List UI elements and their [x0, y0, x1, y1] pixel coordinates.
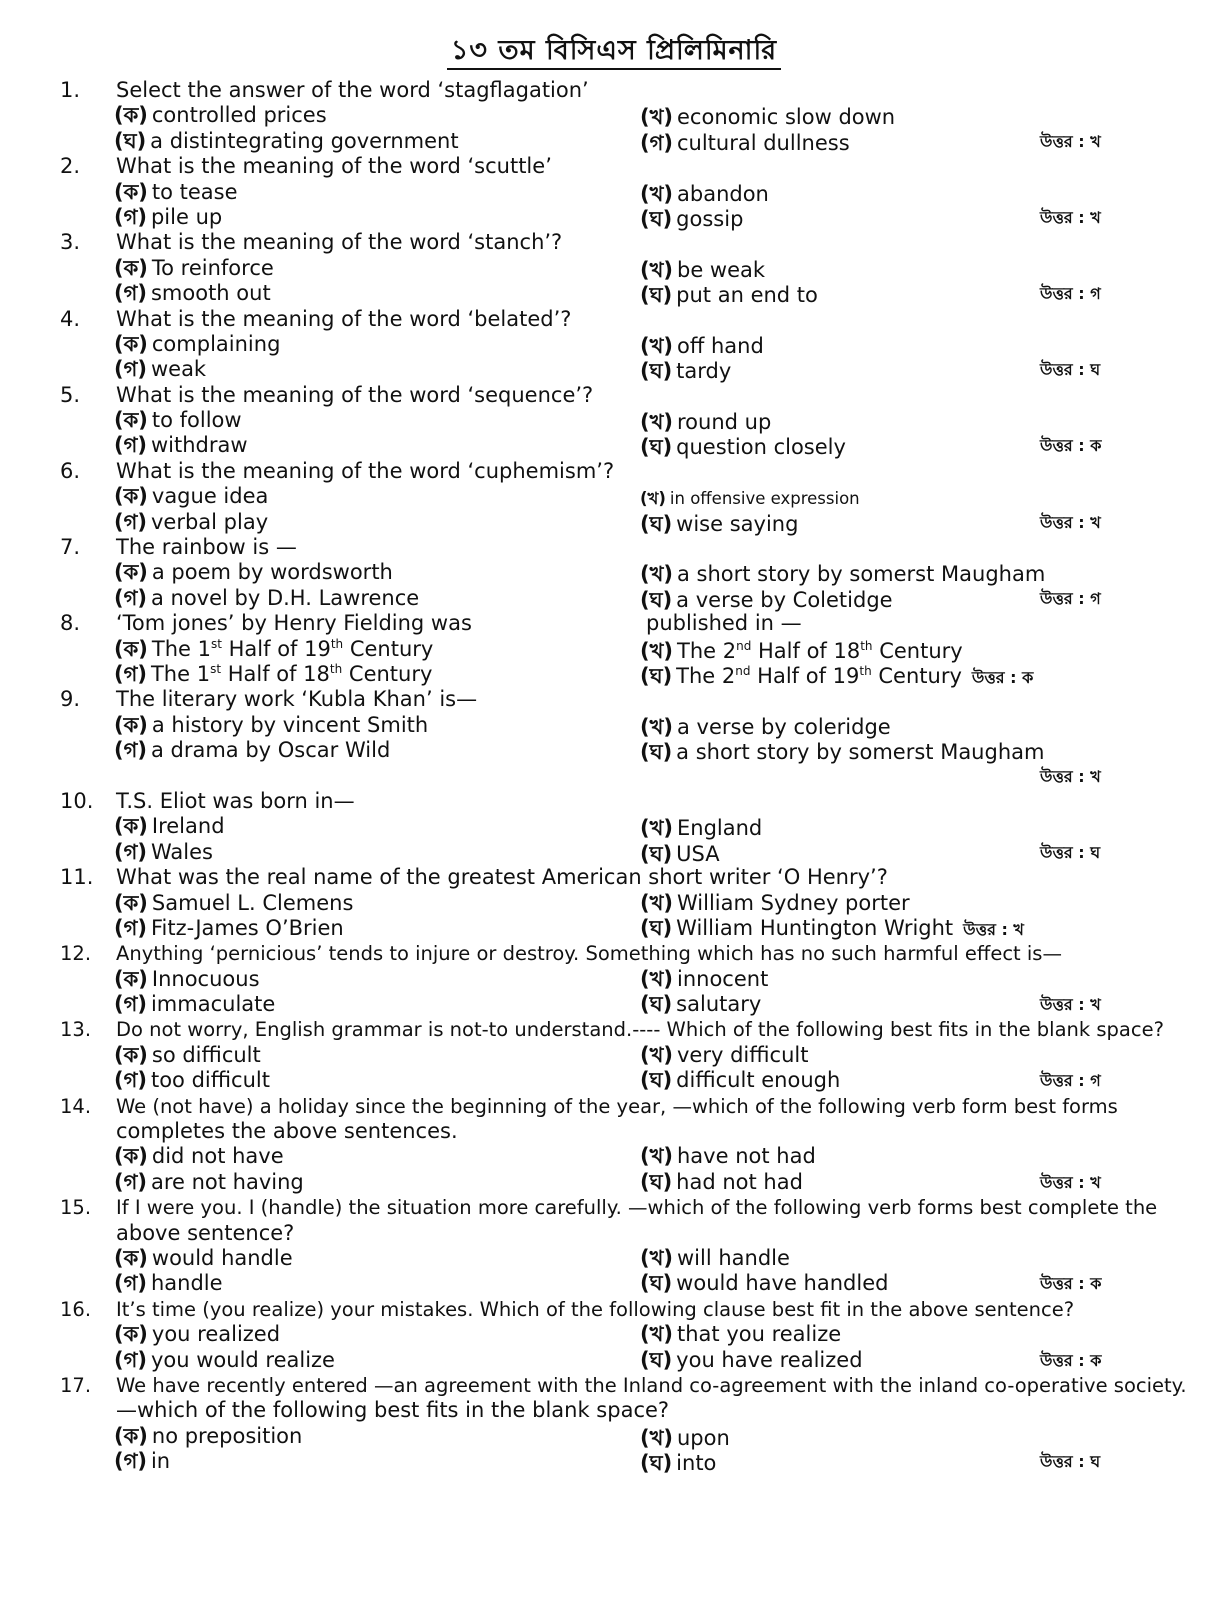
option-left-1: (ক) so difficult — [114, 1042, 261, 1067]
option-left-2: (গ) handle — [114, 1271, 223, 1296]
question-1 — [60, 78, 1180, 154]
question-3 — [60, 230, 1180, 306]
question-10 — [60, 789, 1180, 865]
option-left-2: (গ) verbal play — [114, 509, 269, 534]
option-right-1: (খ) be weak — [640, 257, 766, 282]
question-8 — [60, 611, 1180, 687]
option-left-2: (গ) a drama by Oscar Wild — [114, 738, 391, 763]
option-right-2: (ঘ) you have realized — [640, 1347, 863, 1372]
question-text: T.S. Eliot was born in— — [116, 788, 355, 813]
option-right-1: (খ) a verse by coleridge — [640, 714, 891, 739]
option-right-2: (ঘ) wise saying — [640, 511, 799, 536]
option-left-2: (গ) are not having — [114, 1169, 304, 1194]
option-right-1: (খ) that you realize — [640, 1322, 842, 1347]
option-right-2: (ঘ) The 2nd Half of 19th Century উত্তর : ক — [640, 663, 1034, 688]
option-right-2: (ঘ) USA — [640, 841, 720, 866]
option-left-1: (ক) a history by vincent Smith — [114, 712, 429, 737]
answer: উত্তর : খ — [1040, 995, 1101, 1015]
option-right-1: (খ) abandon — [640, 181, 769, 206]
question-text: What is the meaning of the word ‘sequence’? — [116, 382, 594, 407]
option-left-1: (ক) no preposition — [114, 1423, 303, 1448]
option-left-1: (ক) Ireland — [114, 814, 225, 839]
question-number: 5. — [60, 382, 81, 407]
question-text: What is the meaning of the word ‘scuttle’ — [116, 154, 552, 179]
question-number: 4. — [60, 306, 81, 331]
question-number: 16. — [60, 1297, 92, 1321]
option-left-2: (গ) smooth out — [114, 281, 271, 306]
question-number: 1. — [60, 78, 81, 102]
question-text: Do not worry, English grammar is not-to understand.---- Which of the following best fits in the blank space? — [116, 1018, 1164, 1042]
question-number: 9. — [60, 687, 81, 712]
option-left-1: (ক) did not have — [114, 1144, 284, 1169]
option-right-2: (ঘ) into — [640, 1451, 717, 1476]
question-9 — [60, 687, 1180, 789]
answer: উত্তর : ক — [1040, 1274, 1102, 1294]
question-14 — [60, 1094, 1180, 1196]
option-left-2: (গ) you would realize — [114, 1347, 335, 1372]
option-right-1: (খ) off hand — [640, 333, 764, 358]
option-left-2: (গ) too difficult — [114, 1068, 270, 1093]
question-number: 12. — [60, 942, 92, 966]
question-text: What is the meaning of the word ‘cuphemism’? — [116, 458, 615, 483]
question-text-line-2: completes the above sentences. — [116, 1119, 458, 1144]
question-text-continued: published in — — [646, 611, 802, 636]
question-5 — [60, 383, 1180, 459]
question-13 — [60, 1017, 1180, 1093]
option-left-1: (ক) To reinforce — [114, 255, 274, 280]
question-text: We (not have) a holiday since the beginning of the year, —which of the following verb form best forms — [116, 1094, 1118, 1118]
option-right-2: (গ) cultural dullness — [640, 130, 850, 155]
question-17 — [60, 1373, 1187, 1476]
option-left-1: (ক) complaining — [114, 331, 281, 356]
option-right-2: (ঘ) tardy — [640, 359, 732, 384]
question-11 — [60, 865, 1180, 941]
question-number: 13. — [60, 1018, 92, 1042]
option-right-1: (খ) economic slow down — [640, 105, 896, 130]
answer: উত্তর : গ — [1040, 1071, 1101, 1091]
option-right-2: (ঘ) put an end to — [640, 283, 818, 308]
option-left-1: (ক) to follow — [114, 408, 242, 433]
answer: উত্তর : খ — [963, 919, 1024, 939]
question-number: 17. — [60, 1373, 92, 1397]
answer: উত্তর : গ — [1040, 284, 1101, 304]
option-right-2: (ঘ) a verse by Coletidge — [640, 587, 893, 612]
question-text: The literary work ‘Kubla Khan’ is— — [116, 687, 478, 712]
question-2 — [60, 154, 1180, 230]
question-text: Anything ‘pernicious’ tends to injure or destroy. Something which has no such harmful effect is— — [116, 942, 1062, 966]
option-left-2: (গ) The 1st Half of 18th Century — [114, 661, 433, 686]
option-left-1: (ক) Samuel L. Clemens — [114, 890, 354, 915]
question-number: 15. — [60, 1196, 92, 1220]
option-right-1: (খ) innocent — [640, 966, 769, 991]
option-right-1: (খ) upon — [640, 1425, 730, 1450]
answer: উত্তর : ক — [971, 667, 1034, 687]
question-4 — [60, 307, 1180, 383]
option-right-2: (ঘ) difficult enough — [640, 1068, 841, 1093]
option-left-2: (গ) Wales — [114, 839, 213, 864]
answer: উত্তর : খ — [1040, 766, 1101, 786]
option-left-1: (ক) you realized — [114, 1322, 281, 1347]
answer: উত্তর : খ — [1040, 1172, 1101, 1192]
option-left-2: (ঘ) a distintegrating government — [114, 128, 459, 153]
question-text: The rainbow is — — [116, 535, 297, 560]
option-left-2: (গ) a novel by D.H. Lawrence — [114, 585, 420, 610]
option-left-1: (ক) to tease — [114, 179, 238, 204]
option-right-1: (খ) very difficult — [640, 1042, 809, 1067]
option-left-2: (গ) immaculate — [114, 992, 276, 1017]
question-7 — [60, 535, 1180, 611]
question-text: What was the real name of the greatest American short writer ‘O Henry’? — [116, 865, 888, 890]
option-right-1: (খ) will handle — [640, 1245, 790, 1270]
answer: উত্তর : খ — [1040, 512, 1101, 532]
option-right-2: (ঘ) salutary — [640, 992, 762, 1017]
option-right-1: (খ) round up — [640, 410, 772, 435]
answer: উত্তর : ঘ — [1040, 842, 1101, 862]
option-right-1: (খ) a short story by somerst Maugham — [640, 562, 1046, 587]
option-right-1: (খ) The 2nd Half of 18th Century — [640, 638, 963, 663]
question-number: 8. — [60, 611, 81, 636]
answer: উত্তর : ঘ — [1040, 360, 1101, 380]
option-right-2: (ঘ) gossip — [640, 206, 744, 231]
question-text-line-2: —which of the following best fits in the blank space? — [116, 1398, 670, 1423]
option-right-1: (খ) have not had — [640, 1144, 816, 1169]
answer: উত্তর : ঘ — [1040, 1452, 1101, 1472]
answer: উত্তর : খ — [1040, 131, 1101, 151]
page-title: ১৩ তম বিসিএস প্রিলিমিনারি — [0, 30, 1228, 75]
option-left-1: (ক) Innocuous — [114, 966, 260, 991]
option-left-1: (ক) The 1st Half of 19th Century — [114, 636, 434, 661]
option-right-1: (খ) William Sydney porter — [640, 890, 910, 915]
question-list — [60, 78, 1187, 1476]
question-text: If I were you. I (handle) the situation more carefully. —which of the following verb forms best complete the — [116, 1196, 1158, 1220]
option-left-2: (গ) weak — [114, 357, 207, 382]
option-left-1: (ক) controlled prices — [114, 103, 327, 128]
question-text: What is the meaning of the word ‘stanch’? — [116, 230, 563, 255]
option-left-1: (ক) vague idea — [114, 484, 269, 509]
question-text-line-2: above sentence? — [116, 1220, 295, 1245]
option-right-1: (খ) in offensive expression — [640, 489, 860, 509]
question-6 — [60, 459, 1180, 535]
option-right-2: (ঘ) William Huntington Wright উত্তর : খ — [640, 915, 1024, 940]
question-number: 2. — [60, 154, 81, 179]
answer: উত্তর : গ — [1040, 588, 1101, 608]
option-right-2: (ঘ) a short story by somerst Maugham — [640, 740, 1045, 765]
option-right-2: (ঘ) would have handled — [640, 1271, 889, 1296]
question-number: 6. — [60, 458, 81, 483]
question-text: It’s time (you realize) your mistakes. Which of the following clause best fit in the above sentence? — [116, 1297, 1075, 1321]
option-right-2: (ঘ) had not had — [640, 1169, 803, 1194]
option-right-2: (ঘ) question closely — [640, 435, 846, 460]
question-number: 14. — [60, 1094, 92, 1118]
question-12 — [60, 941, 1180, 1017]
question-text: Select the answer of the word ‘stagflagation’ — [116, 78, 589, 102]
question-number: 11. — [60, 865, 94, 890]
question-number: 3. — [60, 230, 81, 255]
question-15 — [60, 1195, 1180, 1297]
question-number: 10. — [60, 788, 94, 813]
option-left-1: (ক) would handle — [114, 1245, 293, 1270]
option-left-2: (গ) Fitz-James O’Brien — [114, 915, 344, 940]
option-left-1: (ক) a poem by wordsworth — [114, 560, 393, 585]
question-number: 7. — [60, 535, 81, 560]
option-left-2: (গ) in — [114, 1449, 171, 1474]
question-text: ‘Tom jones’ by Henry Fielding was — [116, 611, 472, 636]
question-text: What is the meaning of the word ‘belated’? — [116, 306, 572, 331]
answer: উত্তর : খ — [1040, 207, 1101, 227]
answer: উত্তর : ক — [1040, 436, 1102, 456]
option-left-2: (গ) withdraw — [114, 433, 248, 458]
option-right-1: (খ) England — [640, 816, 763, 841]
answer: উত্তর : ক — [1040, 1350, 1102, 1370]
question-16 — [60, 1297, 1180, 1373]
question-text: We have recently entered —an agreement with the Inland co-agreement with the inland co-operative society. — [116, 1373, 1187, 1397]
option-left-2: (গ) pile up — [114, 204, 223, 229]
